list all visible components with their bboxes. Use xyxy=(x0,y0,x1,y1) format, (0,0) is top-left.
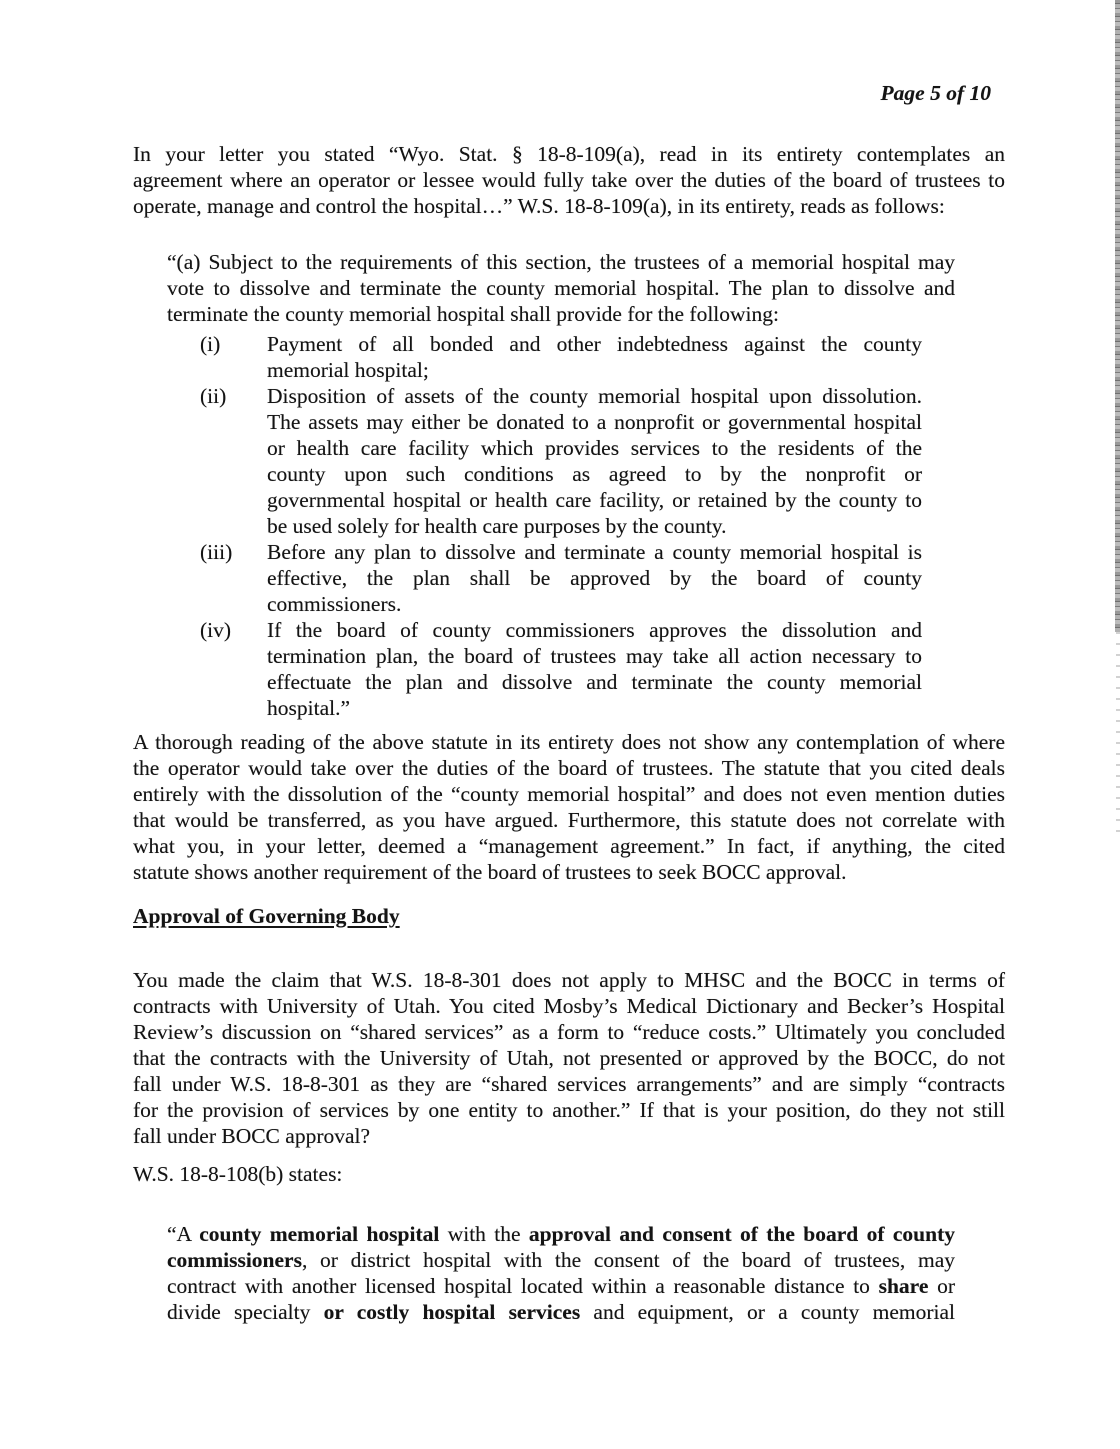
text-line: fall under W.S. 18-8-301 as they are “shared services arrangements” and are simply “contracts xyxy=(133,1072,1005,1096)
bold-text-run: commissioners xyxy=(167,1248,302,1272)
text-line: A thorough reading of the above statute in its entirety does not show any contemplation of where xyxy=(133,730,1005,754)
text-line: that would be transferred, as you have argued. Furthermore, this statute does not correlate with xyxy=(133,808,1005,832)
list-item-body xyxy=(267,539,922,617)
text-run: contract with another licensed hospital located within a reasonable distance to xyxy=(167,1274,879,1298)
text-line: that the contracts with the University of Utah, not presented or approved by the BOCC, do not xyxy=(133,1046,1005,1070)
text-line xyxy=(167,1299,955,1325)
text-line: for the provision of services by one entity to another.” If that is your position, do they not still xyxy=(133,1098,1005,1122)
text-run: , or district hospital with the consent of the board of trustees, may xyxy=(301,1248,955,1272)
text-line: Payment of all bonded and other indebtedness against the county xyxy=(267,332,922,356)
text-line: hospital.” xyxy=(267,696,350,720)
page-content xyxy=(133,0,1005,1325)
statute-quote-108b xyxy=(167,1221,955,1325)
list-item xyxy=(200,331,922,383)
list-item-marker: (ii) xyxy=(200,384,227,408)
bold-text-run: or costly hospital services xyxy=(323,1300,581,1324)
text-line: commissioners. xyxy=(267,592,402,616)
text-line: contracts with University of Utah. You cited Mosby’s Medical Dictionary and Becker’s Hospital xyxy=(133,994,1005,1018)
section-heading-text: Approval of Governing Body xyxy=(133,904,400,928)
list-item-body xyxy=(267,331,922,383)
list-item-body xyxy=(267,617,922,721)
document-body xyxy=(133,141,1005,1325)
text-line: the operator would take over the duties of the board of trustees. The statute that you cited deals xyxy=(133,756,1005,780)
text-line xyxy=(167,1273,955,1299)
claim-paragraph xyxy=(133,967,1005,1149)
text-line: If the board of county commissioners approves the dissolution and xyxy=(267,618,922,642)
text-line: county upon such conditions as agreed to by the nonprofit or xyxy=(267,462,922,486)
text-line xyxy=(167,1221,955,1247)
text-line: memorial hospital; xyxy=(267,358,429,382)
text-line: Disposition of assets of the county memorial hospital upon dissolution. xyxy=(267,384,922,408)
text-line: “(a) Subject to the requirements of this section, the trustees of a memorial hospital may xyxy=(167,250,955,274)
list-item xyxy=(200,539,922,617)
list-item-marker: (iv) xyxy=(200,618,232,642)
list-item xyxy=(200,383,922,539)
page-number: Page 5 of 10 xyxy=(880,81,991,105)
text-line: effectuate the plan and dissolve and terminate the county memorial xyxy=(267,670,922,694)
text-line: In your letter you stated “Wyo. Stat. § 18-8-109(a), read in its entirety contemplates an xyxy=(133,142,1005,166)
list-item-body xyxy=(267,383,922,539)
text-line: vote to dissolve and terminate the county memorial hospital. The plan to dissolve and xyxy=(167,276,955,300)
scan-artifact-right-edge xyxy=(1115,0,1120,632)
text-run: “A xyxy=(167,1222,200,1246)
text-line: effective, the plan shall be approved by the board of county xyxy=(267,566,922,590)
text-line: be used solely for health care purposes by the county. xyxy=(267,514,727,538)
list-item-marker: (iii) xyxy=(200,540,233,564)
text-line: termination plan, the board of trustees may take all action necessary to xyxy=(267,644,922,668)
text-line: You made the claim that W.S. 18-8-301 does not apply to MHSC and the BOCC in terms of xyxy=(133,968,1005,992)
text-run: divide specialty xyxy=(167,1300,324,1324)
text-line: governmental hospital or health care facility, or retained by the county to xyxy=(267,488,922,512)
text-line: statute shows another requirement of the board of trustees to seek BOCC approval. xyxy=(133,860,847,884)
text-run: and equipment, or a county memorial xyxy=(580,1300,956,1324)
scan-artifact-right-edge-faint xyxy=(1116,632,1120,832)
text-line: The assets may either be donated to a nonprofit or governmental hospital xyxy=(267,410,922,434)
text-line: Review’s discussion on “shared services” as a form to “reduce costs.” Ultimately you concluded xyxy=(133,1020,1005,1044)
text-line: operate, manage and control the hospital…” W.S. 18-8-109(a), in its entirety, reads as follows: xyxy=(133,194,945,218)
bold-text-run: approval and consent of the board of county xyxy=(528,1222,955,1246)
text-line: entirely with the dissolution of the “county memorial hospital” and does not even mention duties xyxy=(133,782,1005,806)
text-line xyxy=(167,1247,955,1273)
text-line: what you, in your letter, deemed a “management agreement.” In fact, if anything, the cited xyxy=(133,834,1005,858)
text-run: or xyxy=(928,1274,955,1298)
list-item-marker: (i) xyxy=(200,332,221,356)
text-line: fall under BOCC approval? xyxy=(133,1124,371,1148)
text-line: Before any plan to dissolve and terminate a county memorial hospital is xyxy=(267,540,922,564)
list-item xyxy=(200,617,922,721)
bold-text-run: county memorial hospital xyxy=(199,1222,440,1246)
bold-text-run: share xyxy=(878,1274,929,1298)
statute-quote-109a xyxy=(167,249,955,327)
section-heading xyxy=(133,903,1005,929)
text-line: terminate the county memorial hospital shall provide for the following: xyxy=(167,302,780,326)
statute-intro-line xyxy=(133,1161,1005,1187)
text-line: W.S. 18-8-108(b) states: xyxy=(133,1162,343,1186)
statute-list-109a xyxy=(200,331,922,721)
text-line: agreement where an operator or lessee would fully take over the duties of the board of trustees to xyxy=(133,168,1005,192)
analysis-paragraph xyxy=(133,729,1005,885)
text-line: or health care facility which provides services to the residents of the xyxy=(267,436,922,460)
text-run: with the xyxy=(439,1222,529,1246)
intro-paragraph xyxy=(133,141,1005,219)
